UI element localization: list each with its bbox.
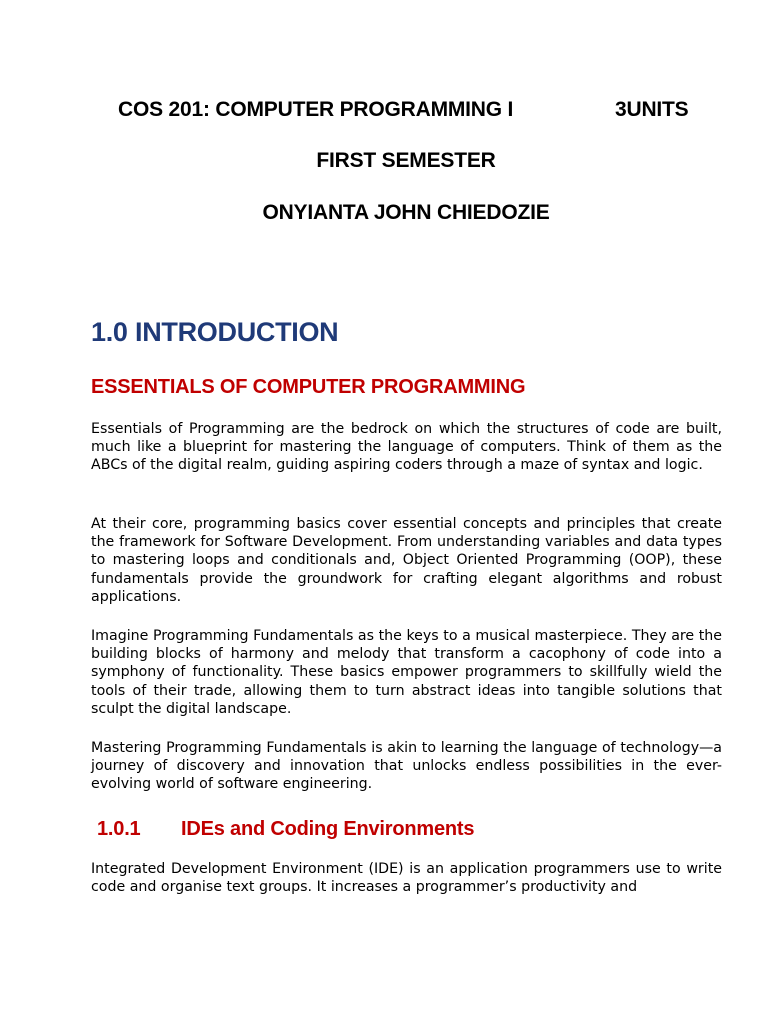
paragraph-3: Imagine Programming Fundamentals as the keys to a musical masterpiece. They are the building blocks of harmony and melody that transform a cacophony of code into a symphony of functionality. These basics empower programmers to skillfully wield the tools of their trade, allowing them to turn abstract ideas into tangible solutions that sculpt the digital landscape. xyxy=(91,628,722,717)
semester-label: FIRST SEMESTER xyxy=(316,149,496,172)
section-heading xyxy=(91,317,338,348)
section-title: INTRODUCTION xyxy=(135,317,339,347)
subheading: ESSENTIALS OF COMPUTER PROGRAMMING xyxy=(91,376,526,398)
subsection-heading xyxy=(97,818,474,841)
section-number: 1.0 xyxy=(91,317,128,347)
author-name: ONYIANTA JOHN CHIEDOZIE xyxy=(262,201,550,224)
paragraph-4: Mastering Programming Fundamentals is akin to learning the language of technology—a journey of discovery and innovation that unlocks endless possibilities in the ever-evolving world of software engineering. xyxy=(91,740,722,793)
paragraph-2: At their core, programming basics cover essential concepts and principles that create the framework for Software Development. From understanding variables and data types to mastering loops and conditionals and, Object Oriented Programming (OOP), these fundamentals provide the groundwork for crafting elegant algorithms and robust applications. xyxy=(91,516,722,605)
course-units: 3UNITS xyxy=(615,98,689,121)
subsection-number: 1.0.1 xyxy=(97,818,141,840)
paragraph-5: Integrated Development Environment (IDE) is an application programmers use to write code and organise text groups. It increases a programmer’s productivity and xyxy=(91,861,722,896)
course-title: COS 201: COMPUTER PROGRAMMING I xyxy=(118,98,514,121)
subsection-title: IDEs and Coding Environments xyxy=(181,818,475,840)
paragraph-1: Essentials of Programming are the bedrock on which the structures of code are built, much like a blueprint for mastering the language of computers. Think of them as the ABCs of the digital realm, guiding aspiring coders through a maze of syntax and logic. xyxy=(91,421,722,474)
